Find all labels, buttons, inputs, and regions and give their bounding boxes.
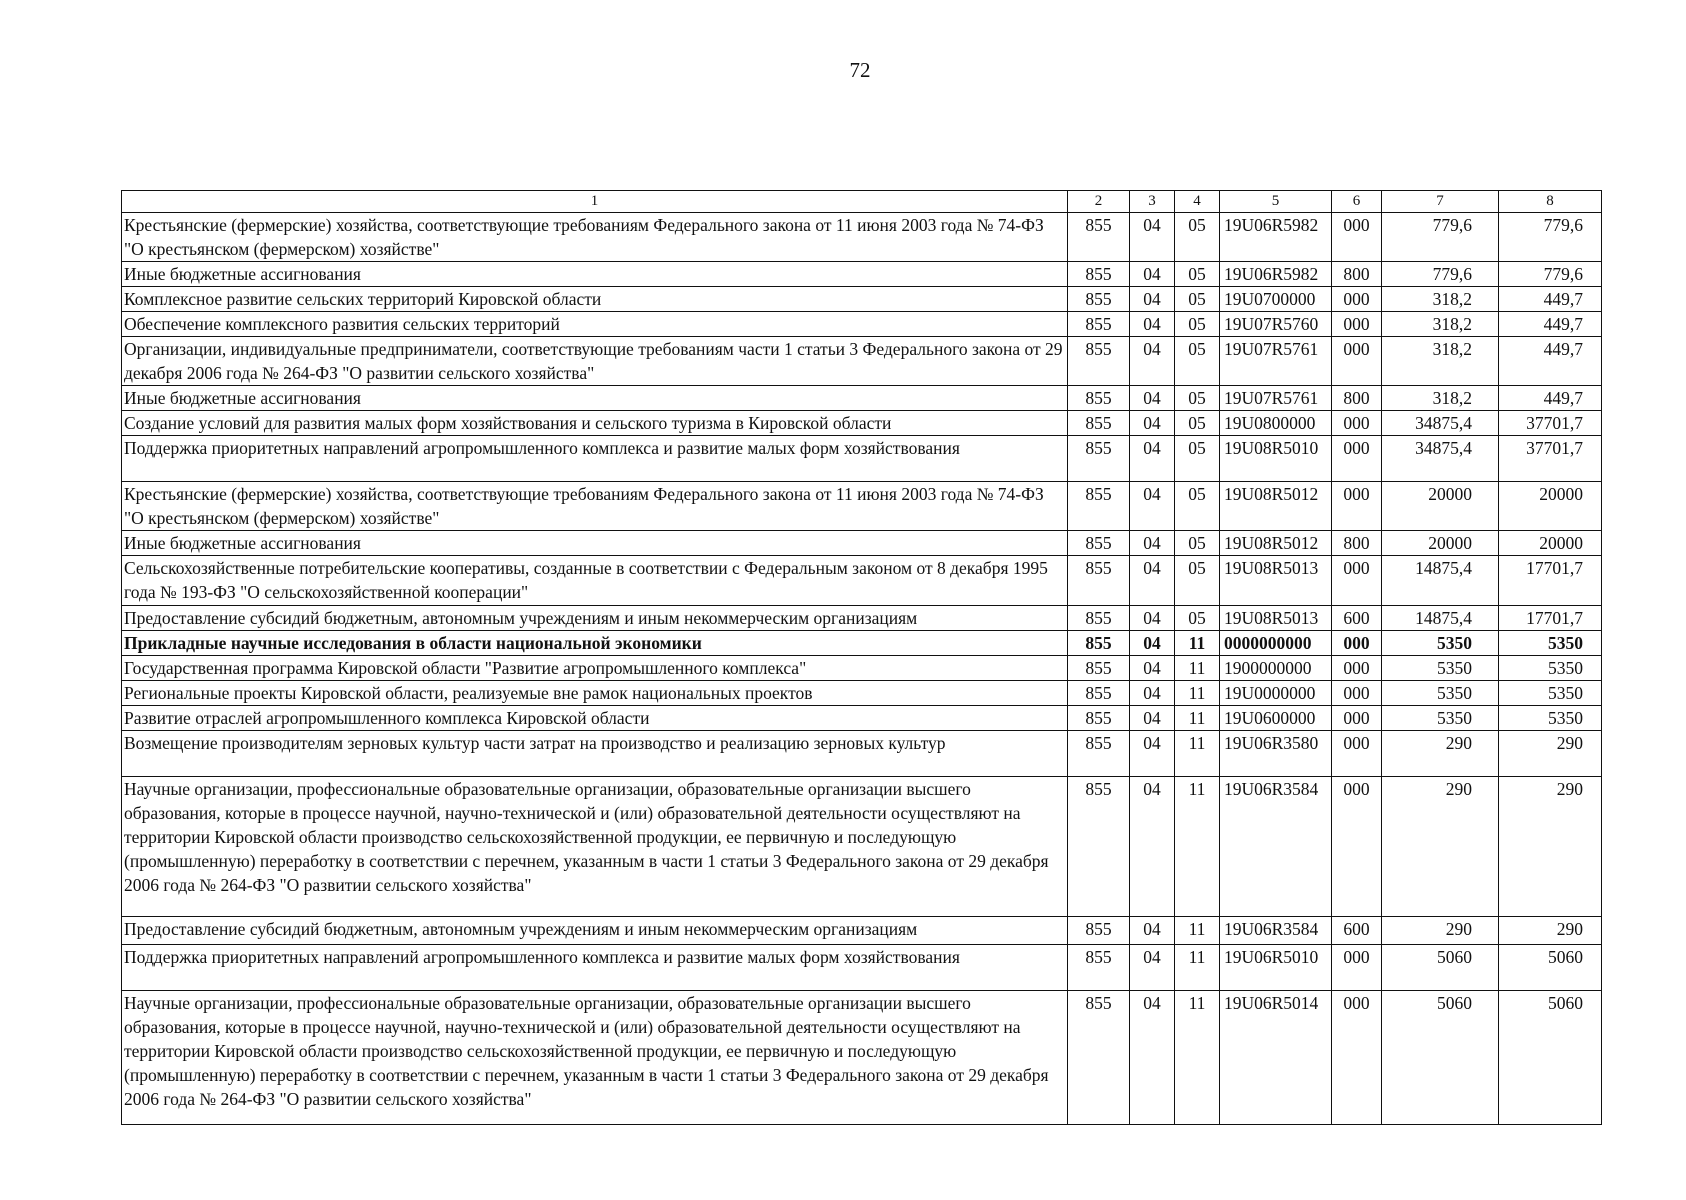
row-target-article: 19U08R5013 (1220, 606, 1332, 631)
table-row (122, 556, 1602, 606)
row-expense-type: 800 (1332, 262, 1382, 287)
row-expense-type: 000 (1332, 681, 1382, 706)
row-target-article: 19U06R5982 (1220, 213, 1332, 262)
row-section: 04 (1130, 482, 1175, 531)
header-cell-4: 4 (1175, 191, 1220, 213)
row-description: Организации, индивидуальные предприниматели, соответствующие требованиям части 1 статьи 3 Федерального закона от 29 декабря 2006 года № 264-ФЗ "О развитии сельского хозяйства" (122, 337, 1068, 386)
row-description: Научные организации, профессиональные образовательные организации, образовательные организации высшего образования, которые в процессе научной, научно-технической и (или) образовательной деятельности осуществляют на территории Кировской области производство сельскохозяйственной продукции, ее первичную и последующую (промышленную) переработку в соответствии с перечнем, указанным в части 1 статьи 3 Федерального закона от 29 декабря 2006 года № 264-ФЗ "О развитии сельского хозяйства" (122, 777, 1068, 917)
table-row (122, 681, 1602, 706)
budget-table-wrapper (121, 190, 1601, 1125)
row-amount-year-1: 290 (1382, 777, 1499, 917)
row-subsection: 05 (1175, 411, 1220, 436)
row-expense-type: 600 (1332, 917, 1382, 945)
row-admin-code: 855 (1068, 213, 1130, 262)
row-amount-year-1: 318,2 (1382, 312, 1499, 337)
row-admin-code: 855 (1068, 287, 1130, 312)
row-target-article: 19U08R5012 (1220, 482, 1332, 531)
table-row (122, 411, 1602, 436)
row-admin-code: 855 (1068, 777, 1130, 917)
row-description: Региональные проекты Кировской области, реализуемые вне рамок национальных проектов (122, 681, 1068, 706)
row-description: Создание условий для развития малых форм хозяйствования и сельского туризма в Кировской области (122, 411, 1068, 436)
row-admin-code: 855 (1068, 386, 1130, 411)
row-description: Иные бюджетные ассигнования (122, 386, 1068, 411)
row-admin-code: 855 (1068, 706, 1130, 731)
row-subsection: 05 (1175, 262, 1220, 287)
row-description: Прикладные научные исследования в области национальной экономики (122, 631, 1068, 656)
row-admin-code: 855 (1068, 656, 1130, 681)
table-row (122, 312, 1602, 337)
row-subsection: 05 (1175, 606, 1220, 631)
row-amount-year-2: 5060 (1499, 991, 1602, 1125)
row-amount-year-2: 449,7 (1499, 287, 1602, 312)
row-amount-year-2: 5350 (1499, 631, 1602, 656)
row-amount-year-1: 318,2 (1382, 386, 1499, 411)
row-amount-year-1: 5350 (1382, 656, 1499, 681)
row-subsection: 05 (1175, 531, 1220, 556)
row-expense-type: 000 (1332, 656, 1382, 681)
row-amount-year-1: 5060 (1382, 991, 1499, 1125)
row-amount-year-1: 34875,4 (1382, 436, 1499, 482)
row-description: Иные бюджетные ассигнования (122, 531, 1068, 556)
table-row (122, 262, 1602, 287)
header-cell-5: 5 (1220, 191, 1332, 213)
row-amount-year-2: 5350 (1499, 656, 1602, 681)
row-subsection: 11 (1175, 706, 1220, 731)
row-subsection: 05 (1175, 287, 1220, 312)
table-row (122, 482, 1602, 531)
row-admin-code: 855 (1068, 436, 1130, 482)
row-subsection: 11 (1175, 991, 1220, 1125)
row-section: 04 (1130, 312, 1175, 337)
row-admin-code: 855 (1068, 531, 1130, 556)
table-row (122, 777, 1602, 917)
row-target-article: 1900000000 (1220, 656, 1332, 681)
row-subsection: 05 (1175, 312, 1220, 337)
row-description: Научные организации, профессиональные образовательные организации, образовательные организации высшего образования, которые в процессе научной, научно-технической и (или) образовательной деятельности осуществляют на территории Кировской области производство сельскохозяйственной продукции, ее первичную и последующую (промышленную) переработку в соответствии с перечнем, указанным в части 1 статьи 3 Федерального закона от 29 декабря 2006 года № 264-ФЗ "О развитии сельского хозяйства" (122, 991, 1068, 1125)
table-row (122, 945, 1602, 991)
row-amount-year-2: 17701,7 (1499, 556, 1602, 606)
row-subsection: 11 (1175, 945, 1220, 991)
row-admin-code: 855 (1068, 556, 1130, 606)
table-row (122, 731, 1602, 777)
row-amount-year-2: 20000 (1499, 482, 1602, 531)
row-expense-type: 000 (1332, 556, 1382, 606)
row-subsection: 11 (1175, 681, 1220, 706)
row-description: Обеспечение комплексного развития сельских территорий (122, 312, 1068, 337)
row-subsection: 05 (1175, 482, 1220, 531)
row-expense-type: 800 (1332, 531, 1382, 556)
row-section: 04 (1130, 262, 1175, 287)
row-admin-code: 855 (1068, 917, 1130, 945)
row-admin-code: 855 (1068, 631, 1130, 656)
row-amount-year-2: 37701,7 (1499, 411, 1602, 436)
table-row (122, 631, 1602, 656)
row-expense-type: 000 (1332, 777, 1382, 917)
row-expense-type: 600 (1332, 606, 1382, 631)
row-section: 04 (1130, 606, 1175, 631)
row-expense-type: 000 (1332, 213, 1382, 262)
row-amount-year-1: 20000 (1382, 531, 1499, 556)
row-target-article: 19U08R5012 (1220, 531, 1332, 556)
row-target-article: 19U08R5010 (1220, 436, 1332, 482)
row-amount-year-2: 290 (1499, 917, 1602, 945)
row-section: 04 (1130, 681, 1175, 706)
row-description: Поддержка приоритетных направлений агропромышленного комплекса и развитие малых форм хозяйствования (122, 945, 1068, 991)
row-amount-year-2: 449,7 (1499, 337, 1602, 386)
table-row (122, 706, 1602, 731)
row-target-article: 19U06R5982 (1220, 262, 1332, 287)
row-amount-year-2: 290 (1499, 777, 1602, 917)
row-expense-type: 000 (1332, 436, 1382, 482)
row-admin-code: 855 (1068, 606, 1130, 631)
row-section: 04 (1130, 436, 1175, 482)
row-section: 04 (1130, 556, 1175, 606)
row-expense-type: 800 (1332, 386, 1382, 411)
row-target-article: 19U0000000 (1220, 681, 1332, 706)
row-amount-year-2: 290 (1499, 731, 1602, 777)
row-section: 04 (1130, 287, 1175, 312)
row-amount-year-1: 5350 (1382, 706, 1499, 731)
row-amount-year-1: 14875,4 (1382, 606, 1499, 631)
row-section: 04 (1130, 731, 1175, 777)
row-expense-type: 000 (1332, 312, 1382, 337)
table-body (122, 213, 1602, 1125)
row-description: Сельскохозяйственные потребительские кооперативы, созданные в соответствии с Федеральным законом от 8 декабря 1995 года № 193-ФЗ "О сельскохозяйственной кооперации" (122, 556, 1068, 606)
table-row (122, 656, 1602, 681)
row-description: Предоставление субсидий бюджетным, автономным учреждениям и иным некоммерческим организациям (122, 606, 1068, 631)
row-amount-year-1: 20000 (1382, 482, 1499, 531)
row-amount-year-2: 779,6 (1499, 213, 1602, 262)
row-subsection: 05 (1175, 386, 1220, 411)
row-section: 04 (1130, 337, 1175, 386)
row-amount-year-1: 5350 (1382, 681, 1499, 706)
row-amount-year-2: 5060 (1499, 945, 1602, 991)
row-admin-code: 855 (1068, 312, 1130, 337)
row-amount-year-2: 20000 (1499, 531, 1602, 556)
row-expense-type: 000 (1332, 287, 1382, 312)
row-amount-year-1: 34875,4 (1382, 411, 1499, 436)
row-subsection: 05 (1175, 556, 1220, 606)
row-target-article: 0000000000 (1220, 631, 1332, 656)
table-row (122, 337, 1602, 386)
row-section: 04 (1130, 777, 1175, 917)
row-expense-type: 000 (1332, 482, 1382, 531)
row-expense-type: 000 (1332, 706, 1382, 731)
page-number: 72 (849, 58, 871, 82)
row-description: Предоставление субсидий бюджетным, автономным учреждениям и иным некоммерческим организациям (122, 917, 1068, 945)
row-amount-year-1: 779,6 (1382, 262, 1499, 287)
row-subsection: 11 (1175, 777, 1220, 917)
row-target-article: 19U0700000 (1220, 287, 1332, 312)
row-amount-year-1: 318,2 (1382, 337, 1499, 386)
row-section: 04 (1130, 656, 1175, 681)
row-target-article: 19U06R5010 (1220, 945, 1332, 991)
table-row (122, 991, 1602, 1125)
row-description: Иные бюджетные ассигнования (122, 262, 1068, 287)
table-row (122, 386, 1602, 411)
row-amount-year-2: 17701,7 (1499, 606, 1602, 631)
table-row (122, 213, 1602, 262)
row-subsection: 05 (1175, 436, 1220, 482)
row-amount-year-1: 290 (1382, 917, 1499, 945)
row-section: 04 (1130, 917, 1175, 945)
row-amount-year-2: 779,6 (1499, 262, 1602, 287)
row-description: Развитие отраслей агропромышленного комплекса Кировской области (122, 706, 1068, 731)
row-subsection: 05 (1175, 337, 1220, 386)
row-subsection: 11 (1175, 631, 1220, 656)
header-cell-7: 7 (1382, 191, 1499, 213)
row-description: Комплексное развитие сельских территорий Кировской области (122, 287, 1068, 312)
table-header (122, 191, 1602, 213)
row-admin-code: 855 (1068, 262, 1130, 287)
row-amount-year-2: 37701,7 (1499, 436, 1602, 482)
row-amount-year-2: 5350 (1499, 681, 1602, 706)
row-admin-code: 855 (1068, 482, 1130, 531)
row-section: 04 (1130, 631, 1175, 656)
row-target-article: 19U08R5013 (1220, 556, 1332, 606)
row-target-article: 19U06R3580 (1220, 731, 1332, 777)
row-description: Государственная программа Кировской области "Развитие агропромышленного комплекса" (122, 656, 1068, 681)
table-row (122, 917, 1602, 945)
row-subsection: 11 (1175, 656, 1220, 681)
row-amount-year-1: 318,2 (1382, 287, 1499, 312)
row-target-article: 19U06R3584 (1220, 777, 1332, 917)
row-expense-type: 000 (1332, 945, 1382, 991)
row-subsection: 05 (1175, 213, 1220, 262)
row-expense-type: 000 (1332, 337, 1382, 386)
row-description: Поддержка приоритетных направлений агропромышленного комплекса и развитие малых форм хозяйствования (122, 436, 1068, 482)
row-admin-code: 855 (1068, 991, 1130, 1125)
row-description: Крестьянские (фермерские) хозяйства, соответствующие требованиям Федерального закона от 11 июня 2003 года № 74-ФЗ "О крестьянском (фермерском) хозяйстве" (122, 213, 1068, 262)
row-target-article: 19U07R5761 (1220, 386, 1332, 411)
row-amount-year-1: 290 (1382, 731, 1499, 777)
row-amount-year-1: 14875,4 (1382, 556, 1499, 606)
row-admin-code: 855 (1068, 731, 1130, 777)
row-subsection: 11 (1175, 731, 1220, 777)
row-amount-year-1: 5350 (1382, 631, 1499, 656)
row-amount-year-1: 5060 (1382, 945, 1499, 991)
row-section: 04 (1130, 386, 1175, 411)
row-amount-year-1: 779,6 (1382, 213, 1499, 262)
row-admin-code: 855 (1068, 337, 1130, 386)
header-cell-6: 6 (1332, 191, 1382, 213)
row-admin-code: 855 (1068, 411, 1130, 436)
row-description: Возмещение производителям зерновых культур части затрат на производство и реализацию зерновых культур (122, 731, 1068, 777)
table-row (122, 287, 1602, 312)
row-expense-type: 000 (1332, 731, 1382, 777)
row-target-article: 19U06R5014 (1220, 991, 1332, 1125)
row-target-article: 19U07R5760 (1220, 312, 1332, 337)
row-amount-year-2: 449,7 (1499, 312, 1602, 337)
row-amount-year-2: 5350 (1499, 706, 1602, 731)
table-row (122, 531, 1602, 556)
row-expense-type: 000 (1332, 991, 1382, 1125)
table-row (122, 606, 1602, 631)
row-section: 04 (1130, 706, 1175, 731)
row-expense-type: 000 (1332, 411, 1382, 436)
row-section: 04 (1130, 213, 1175, 262)
table-row (122, 436, 1602, 482)
row-subsection: 11 (1175, 917, 1220, 945)
header-cell-3: 3 (1130, 191, 1175, 213)
row-amount-year-2: 449,7 (1499, 386, 1602, 411)
row-expense-type: 000 (1332, 631, 1382, 656)
row-target-article: 19U0800000 (1220, 411, 1332, 436)
row-section: 04 (1130, 531, 1175, 556)
header-row (122, 191, 1602, 213)
header-cell-2: 2 (1068, 191, 1130, 213)
row-admin-code: 855 (1068, 945, 1130, 991)
row-target-article: 19U06R3584 (1220, 917, 1332, 945)
row-description: Крестьянские (фермерские) хозяйства, соответствующие требованиям Федерального закона от 11 июня 2003 года № 74-ФЗ "О крестьянском (фермерском) хозяйстве" (122, 482, 1068, 531)
header-cell-1: 1 (122, 191, 1068, 213)
budget-table (121, 190, 1602, 1125)
header-cell-8: 8 (1499, 191, 1602, 213)
row-section: 04 (1130, 945, 1175, 991)
row-admin-code: 855 (1068, 681, 1130, 706)
row-section: 04 (1130, 411, 1175, 436)
row-target-article: 19U0600000 (1220, 706, 1332, 731)
row-section: 04 (1130, 991, 1175, 1125)
row-target-article: 19U07R5761 (1220, 337, 1332, 386)
